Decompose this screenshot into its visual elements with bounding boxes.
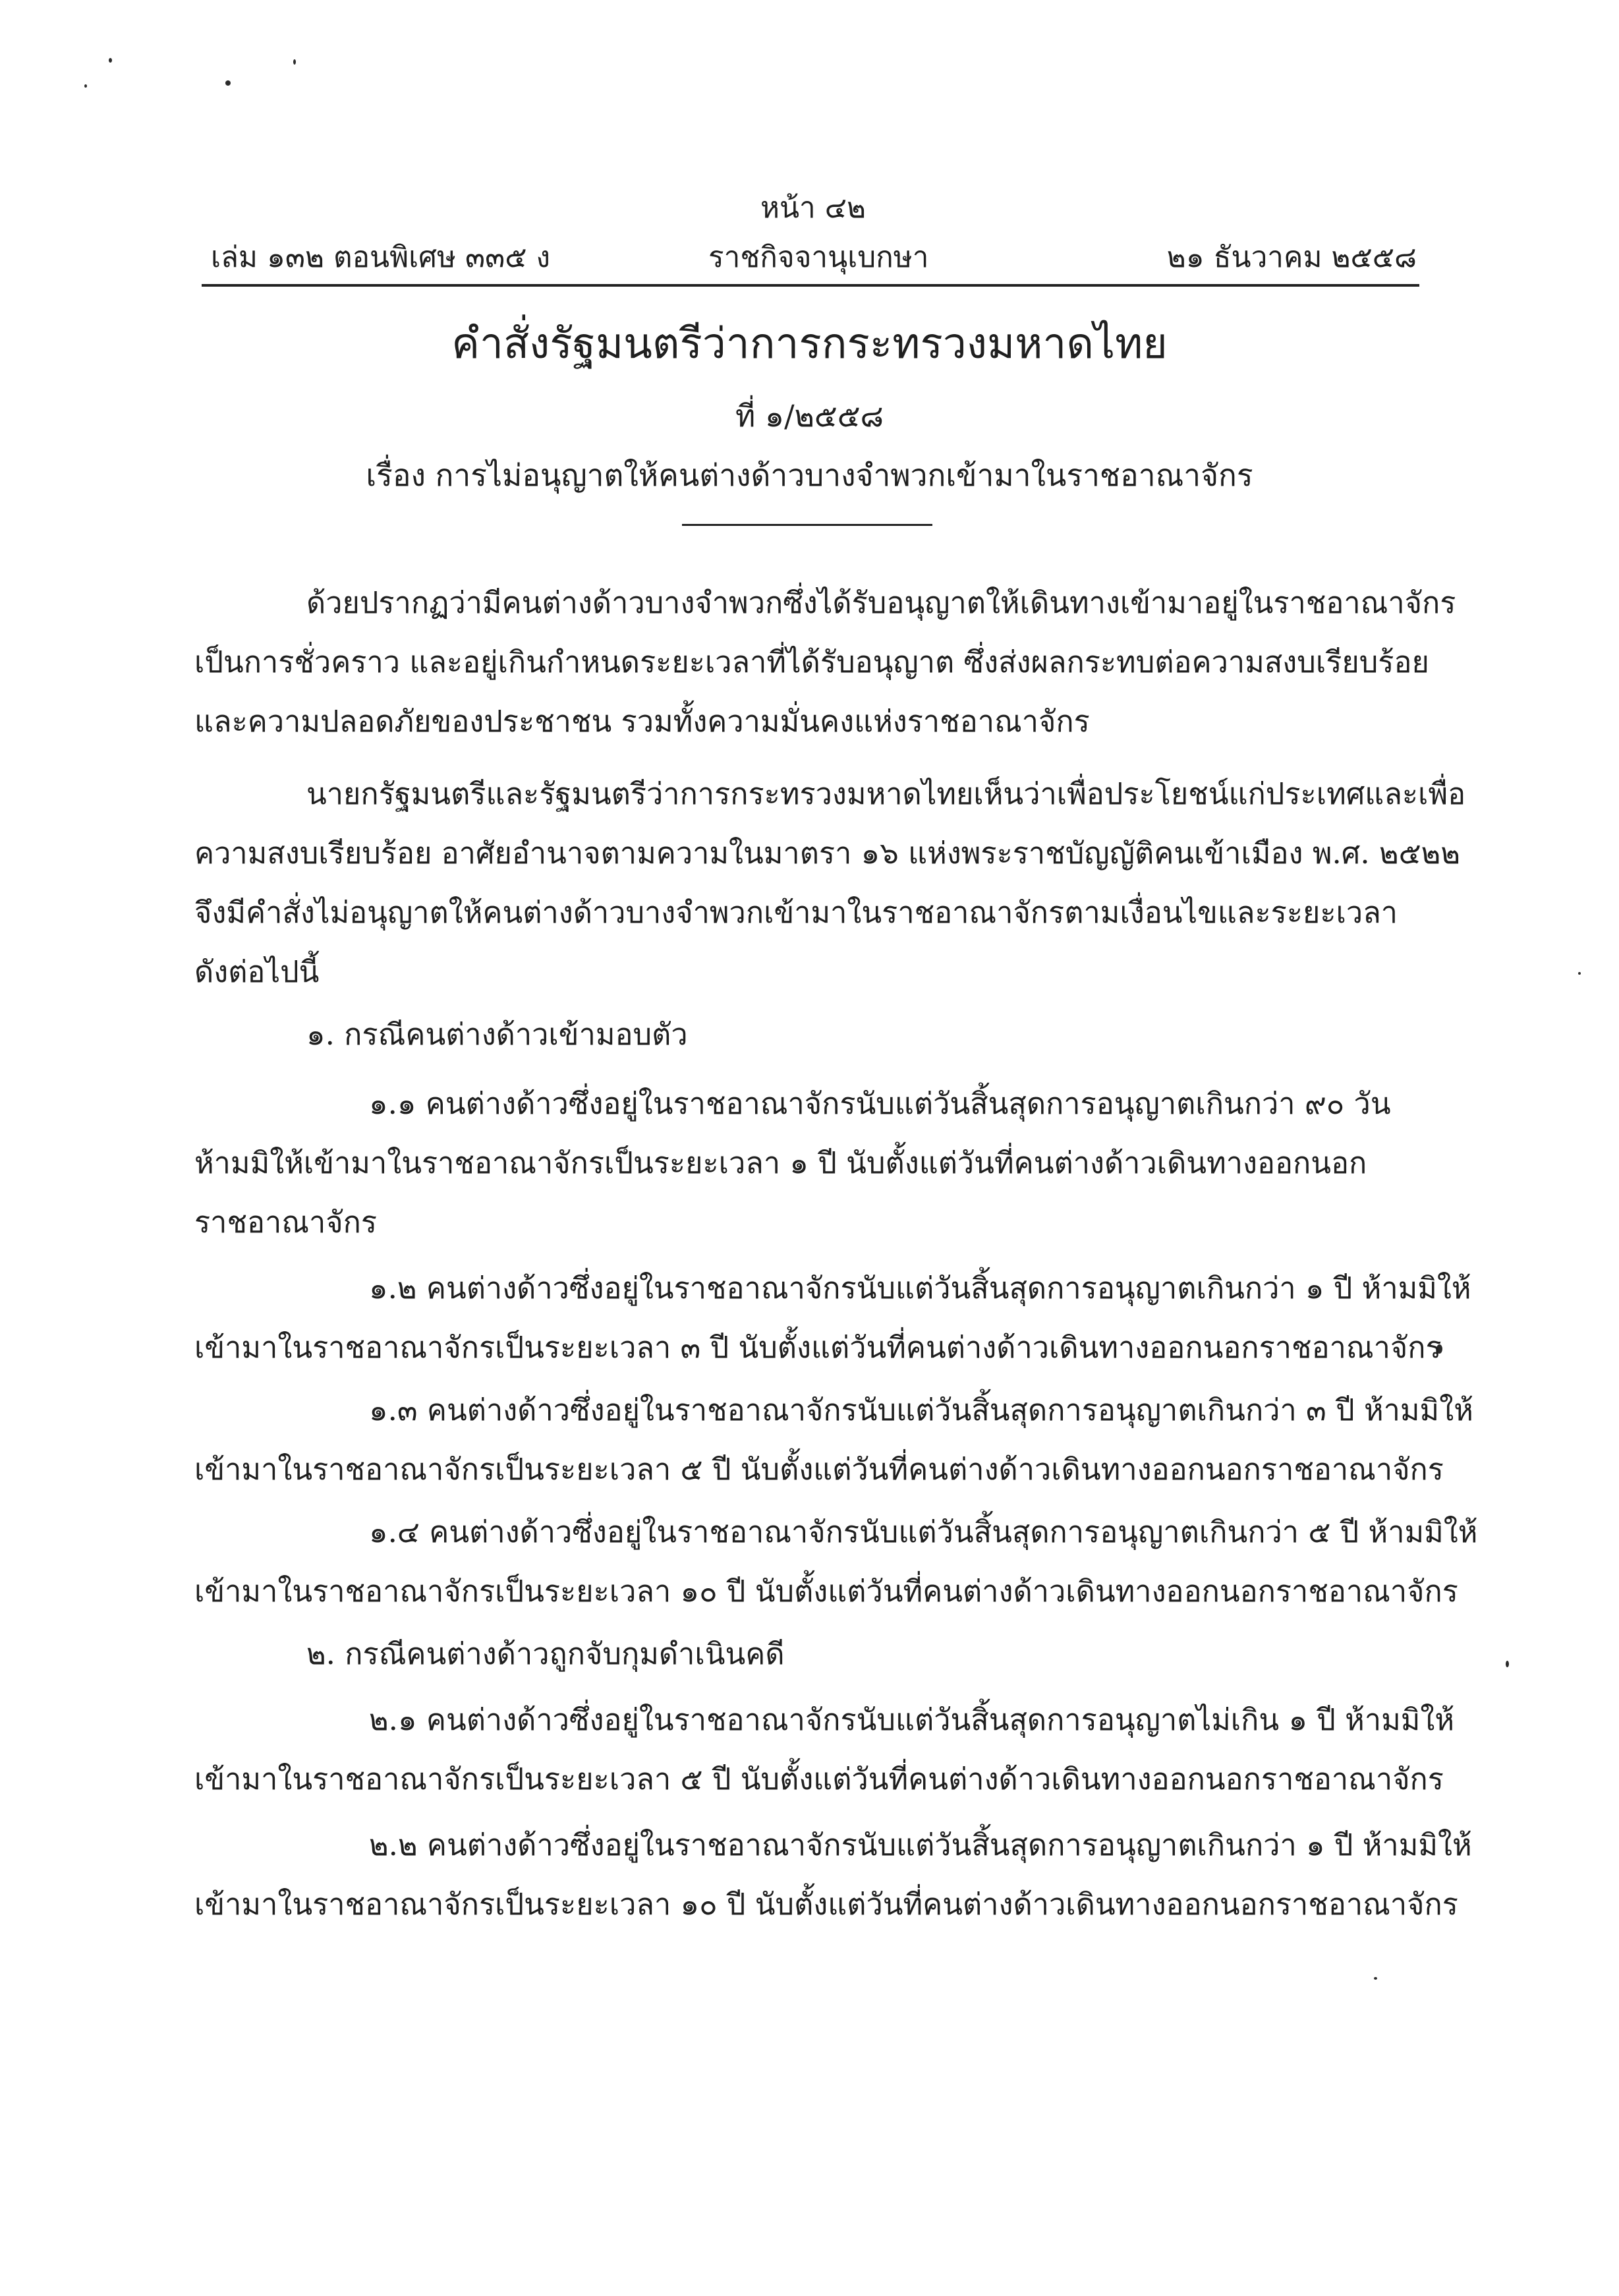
scan-speck — [1374, 1977, 1377, 1980]
body-line: นายกรัฐมนตรีและรัฐมนตรีว่าการกระทรวงมหาดไทยเห็นว่าเพื่อประโยชน์แก่ประเทศและเพื่อ — [306, 776, 1466, 811]
gazette-name: ราชกิจจานุเบกษา — [708, 241, 929, 274]
body-line: ๑.๓ คนต่างด้าวซึ่งอยู่ในราชอาณาจักรนับแต่วันสิ้นสุดการอนุญาตเกินกว่า ๓ ปี ห้ามมิให้ — [369, 1392, 1473, 1427]
body-line: ๑.๑ คนต่างด้าวซึ่งอยู่ในราชอาณาจักรนับแต่วันสิ้นสุดการอนุญาตเกินกว่า ๙๐ วัน — [369, 1086, 1391, 1121]
scan-speck — [293, 59, 296, 65]
body-line: เข้ามาในราชอาณาจักรเป็นระยะเวลา ๓ ปี นับตั้งแต่วันที่คนต่างด้าวเดินทางออกนอกราชอาณาจักร — [194, 1330, 1442, 1365]
scan-speck — [109, 58, 112, 63]
body-line: ๒.๑ คนต่างด้าวซึ่งอยู่ในราชอาณาจักรนับแต่วันสิ้นสุดการอนุญาตไม่เกิน ๑ ปี ห้ามมิให้ — [369, 1702, 1455, 1737]
section-heading: ๑. กรณีคนต่างด้าวเข้ามอบตัว — [306, 1017, 688, 1052]
order-title: คำสั่งรัฐมนตรีว่าการกระทรวงมหาดไทย — [451, 320, 1168, 368]
body-line: เข้ามาในราชอาณาจักรเป็นระยะเวลา ๕ ปี นับตั้งแต่วันที่คนต่างด้าวเดินทางออกนอกราชอาณาจักร — [194, 1452, 1444, 1487]
body-line: เป็นการชั่วคราว และอยู่เกินกำหนดระยะเวลาที่ได้รับอนุญาต ซึ่งส่งผลกระทบต่อความสงบเรียบร้อย — [194, 645, 1429, 679]
volume-issue: เล่ม ๑๓๒ ตอนพิเศษ ๓๓๕ ง — [211, 241, 550, 274]
body-line: ๑.๔ คนต่างด้าวซึ่งอยู่ในราชอาณาจักรนับแต่วันสิ้นสุดการอนุญาตเกินกว่า ๕ ปี ห้ามมิให้ — [369, 1514, 1478, 1549]
body-line: ราชอาณาจักร — [194, 1205, 378, 1240]
order-subject: เรื่อง การไม่อนุญาตให้คนต่างด้าวบางจำพวกเข้ามาในราชอาณาจักร — [366, 457, 1253, 493]
body-line: ดังต่อไปนี้ — [194, 954, 320, 989]
body-line: เข้ามาในราชอาณาจักรเป็นระยะเวลา ๑๐ ปี นับตั้งแต่วันที่คนต่างด้าวเดินทางออกนอกราชอาณาจักร — [194, 1887, 1458, 1922]
body-line: เข้ามาในราชอาณาจักรเป็นระยะเวลา ๑๐ ปี นับตั้งแต่วันที่คนต่างด้าวเดินทางออกนอกราชอาณาจักร — [194, 1574, 1458, 1609]
order-number: ที่ ๑/๒๕๕๘ — [735, 398, 884, 434]
body-line: ความสงบเรียบร้อย อาศัยอำนาจตามความในมาตรา ๑๖ แห่งพระราชบัญญัติคนเข้าเมือง พ.ศ. ๒๕๒๒ — [194, 836, 1461, 871]
page-number: หน้า ๔๒ — [760, 191, 866, 225]
body-line: ห้ามมิให้เข้ามาในราชอาณาจักรเป็นระยะเวลา ๑ ปี นับตั้งแต่วันที่คนต่างด้าวเดินทางออกนอก — [194, 1145, 1367, 1180]
scan-speck — [84, 84, 87, 88]
body-line: ด้วยปรากฏว่ามีคนต่างด้าวบางจำพวกซึ่งได้รับอนุญาตให้เดินทางเข้ามาอยู่ในราชอาณาจักร — [306, 585, 1456, 620]
header-rule — [202, 284, 1419, 287]
body-line: และความปลอดภัยของประชาชน รวมทั้งความมั่นคงแห่งราชอาณาจักร — [194, 704, 1090, 739]
body-line: ๑.๒ คนต่างด้าวซึ่งอยู่ในราชอาณาจักรนับแต่วันสิ้นสุดการอนุญาตเกินกว่า ๑ ปี ห้ามมิให้ — [369, 1271, 1471, 1306]
body-line: ๒.๒ คนต่างด้าวซึ่งอยู่ในราชอาณาจักรนับแต่วันสิ้นสุดการอนุญาตเกินกว่า ๑ ปี ห้ามมิให้ — [369, 1827, 1472, 1862]
scan-speck — [1578, 972, 1581, 975]
gazette-header — [211, 234, 1417, 273]
scan-speck — [225, 80, 231, 86]
body-line: จึงมีคำสั่งไม่อนุญาตให้คนต่างด้าวบางจำพวกเข้ามาในราชอาณาจักรตามเงื่อนไขและระยะเวลา — [194, 895, 1398, 930]
subject-rule — [682, 524, 932, 526]
publication-date: ๒๑ ธันวาคม ๒๕๕๘ — [1166, 241, 1417, 274]
section-heading: ๒. กรณีคนต่างด้าวถูกจับกุมดำเนินคดี — [306, 1636, 785, 1671]
scan-speck — [1506, 1661, 1509, 1667]
body-line: เข้ามาในราชอาณาจักรเป็นระยะเวลา ๕ ปี นับตั้งแต่วันที่คนต่างด้าวเดินทางออกนอกราชอาณาจักร — [194, 1762, 1444, 1796]
